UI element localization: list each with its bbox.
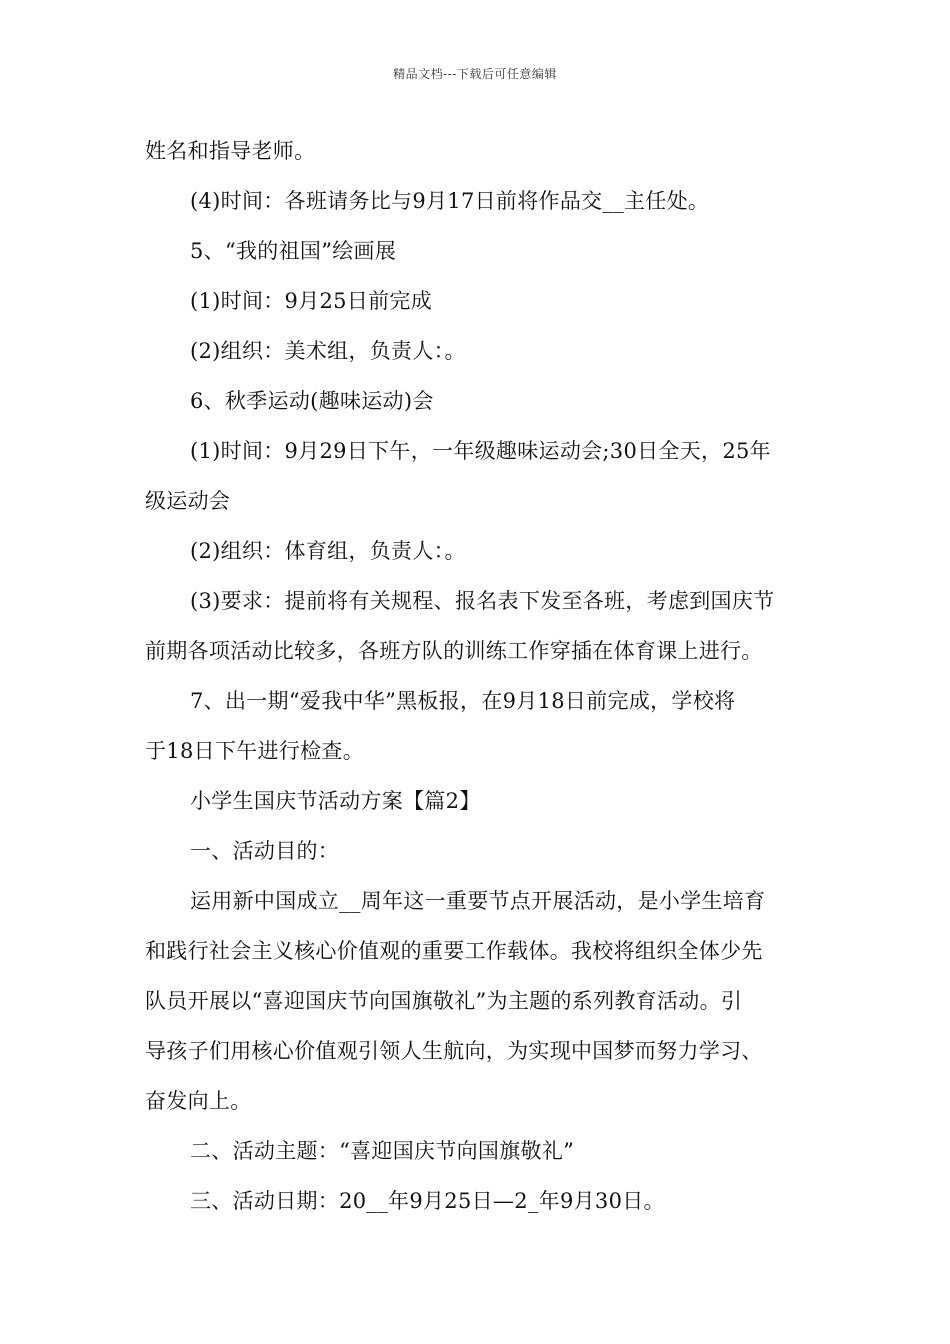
- document-body: [145, 126, 810, 1226]
- text-line-12: 7、出一期“爱我中华”黑板报，在9月18日前完成，学校将: [190, 689, 736, 713]
- text-line-1: 姓名和指导老师。: [145, 139, 316, 163]
- text-line-11: 前期各项活动比较多，各班方队的训练工作穿插在体育课上进行。: [145, 639, 763, 663]
- text-line-13: 于18日下午进行检查。: [145, 739, 365, 763]
- text-line-2: (4)时间：各班请务比与9月17日前将作品交__主任处。: [190, 189, 710, 213]
- text-line-14: 小学生国庆节活动方案【篇2】: [190, 789, 481, 813]
- text-line-15: 一、活动目的：: [190, 839, 340, 863]
- text-line-3: 5、“我的祖国”绘画展: [190, 239, 397, 263]
- text-line-17: 和践行社会主义核心价值观的重要工作载体。我校将组织全体少先: [145, 939, 763, 963]
- text-line-21: 二、活动主题：“喜迎国庆节向国旗敬礼”: [190, 1139, 575, 1163]
- text-line-16: 运用新中国成立__周年这一重要节点开展活动，是小学生培育: [190, 889, 766, 913]
- text-line-4: (1)时间：9月25日前完成: [190, 289, 433, 313]
- page-header: 精品文档---下载后可任意编辑: [393, 67, 557, 81]
- text-line-10: (3)要求：提前将有关规程、报名表下发至各班，考虑到国庆节: [190, 589, 775, 613]
- text-line-5: (2)组织：美术组，负责人：。: [190, 339, 466, 363]
- text-line-9: (2)组织：体育组，负责人：。: [190, 539, 466, 563]
- text-line-18: 队员开展以“喜迎国庆节向国旗敬礼”为主题的系列教育活动。引: [145, 989, 743, 1013]
- text-line-19: 导孩子们用核心价值观引领人生航向，为实现中国梦而努力学习、: [145, 1039, 763, 1063]
- text-line-20: 奋发向上。: [145, 1089, 252, 1113]
- text-line-8: 级运动会: [145, 489, 231, 513]
- text-line-6: 6、秋季运动(趣味运动)会: [190, 389, 434, 413]
- text-line-22: 三、活动日期：20__年9月25日—2_年9月30日。: [190, 1189, 665, 1213]
- text-line-7: (1)时间：9月29日下午，一年级趣味运动会;30日全天，25年: [190, 439, 771, 463]
